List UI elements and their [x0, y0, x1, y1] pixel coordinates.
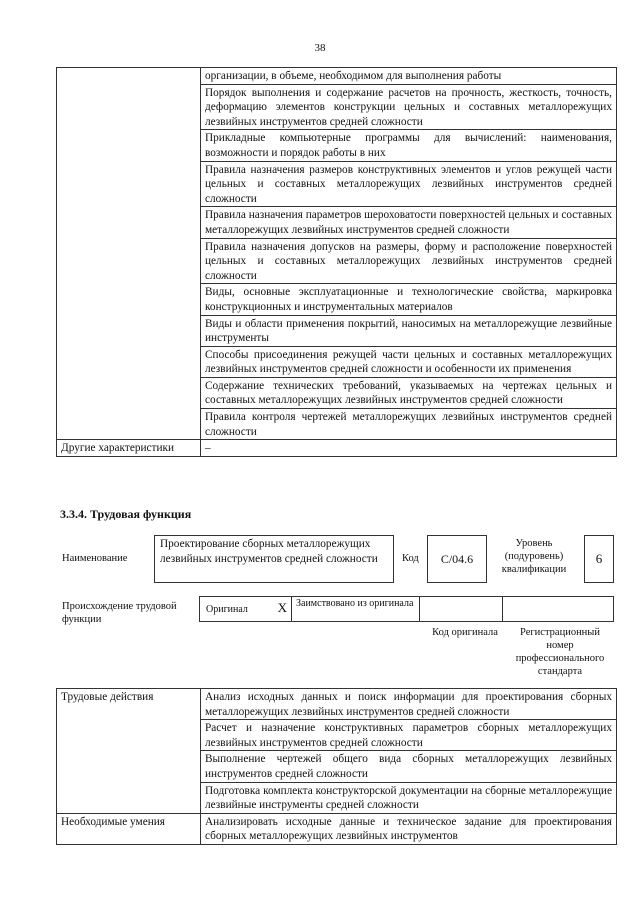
code-original-label: Код оригинала [432, 627, 498, 638]
function-name-box: Проектирование сборных металлорежущих лезвийных инструментов средней сложности [154, 535, 394, 583]
knowledge-row: Правила контроля чертежей металлорежущих лезвийных инструментов средней сложности [201, 409, 617, 440]
knowledge-label-cell [57, 68, 201, 440]
page-number: 38 [314, 42, 326, 54]
original-code-cell [419, 596, 503, 622]
name-label: Наименование [62, 553, 128, 564]
level-value-box: 6 [584, 535, 614, 583]
knowledge-row: Порядок выполнения и содержание расчетов на прочность, жесткость, точность, деформацию элементов конструкции цельных и составных металлорежущих лезвийных инструментов средней сложности [201, 84, 617, 130]
knowledge-row: Правила назначения размеров конструктивных элементов и углов режущей части цельных и составных металлорежущих лезвийных инструментов средней сложности [201, 161, 617, 207]
labor-action-row: Анализ исходных данных и поиск информации для проектирования сборных металлорежущих лезвийных инструментов средней сложности [201, 689, 617, 720]
knowledge-row: Виды, основные эксплуатационные и технологические свойства, маркировка конструкционных и инструментальных материалов [201, 284, 617, 315]
registration-number-label: Регистрационный номер профессионального стандарта [515, 627, 605, 677]
labor-actions-label: Трудовые действия [57, 689, 201, 814]
labor-action-row: Расчет и назначение конструктивных параметров сборных металлорежущих лезвийных инструментов средней сложности [201, 720, 617, 751]
registration-number-cell [502, 596, 614, 622]
labor-action-row: Выполнение чертежей общего вида сборных металлорежущих лезвийных инструментов средней сложности [201, 751, 617, 782]
other-characteristics-value: – [201, 440, 617, 457]
knowledge-row: Виды и области применения покрытий, наносимых на металлорежущие лезвийные инструменты [201, 315, 617, 346]
knowledge-table [56, 67, 617, 457]
labor-action-row: Подготовка комплекта конструкторской документации на сборные металлорежущие лезвийные инструменты средней сложности [201, 782, 617, 813]
skills-label: Необходимые умения [57, 813, 201, 844]
origin-label: Происхождение трудовой функции [62, 601, 177, 625]
knowledge-row: Правила назначения параметров шероховатости поверхностей цельных и составных металлорежущих лезвийных инструментов средней сложности [201, 207, 617, 238]
knowledge-row: Прикладные компьютерные программы для вычислений: наименования, возможности и порядок работы в них [201, 130, 617, 161]
knowledge-row: Способы присоединения режущей части цельных и составных металлорежущих лезвийных инструментов средней сложности и особенности их применения [201, 346, 617, 377]
original-label: Оригинал [206, 603, 248, 615]
section-title: 3.3.4. Трудовая функция [60, 507, 192, 521]
level-label: Уровень (подуровень) квалификации [501, 538, 567, 575]
other-characteristics-label: Другие характеристики [57, 440, 201, 457]
knowledge-row: организации, в объеме, необходимом для выполнения работы [201, 68, 617, 85]
labor-actions-table [56, 688, 617, 845]
original-cell [199, 596, 292, 622]
code-label: Код [402, 553, 419, 564]
borrowed-cell: Заимствовано из оригинала [291, 596, 420, 622]
knowledge-row: Содержание технических требований, указываемых на чертежах цельных и составных металлорежущих лезвийных инструментов средней сложности [201, 377, 617, 408]
skill-row: Анализировать исходные данные и техническое задание для проектирования сборных металлорежущих лезвийных инструментов [201, 813, 617, 844]
origin-row [199, 596, 614, 622]
knowledge-row: Правила назначения допусков на размеры, форму и расположение поверхностей цельных и составных металлорежущих лезвийных инструментов средней сложности [201, 238, 617, 284]
original-mark: X [277, 600, 287, 615]
code-value-box: C/04.6 [427, 535, 487, 583]
